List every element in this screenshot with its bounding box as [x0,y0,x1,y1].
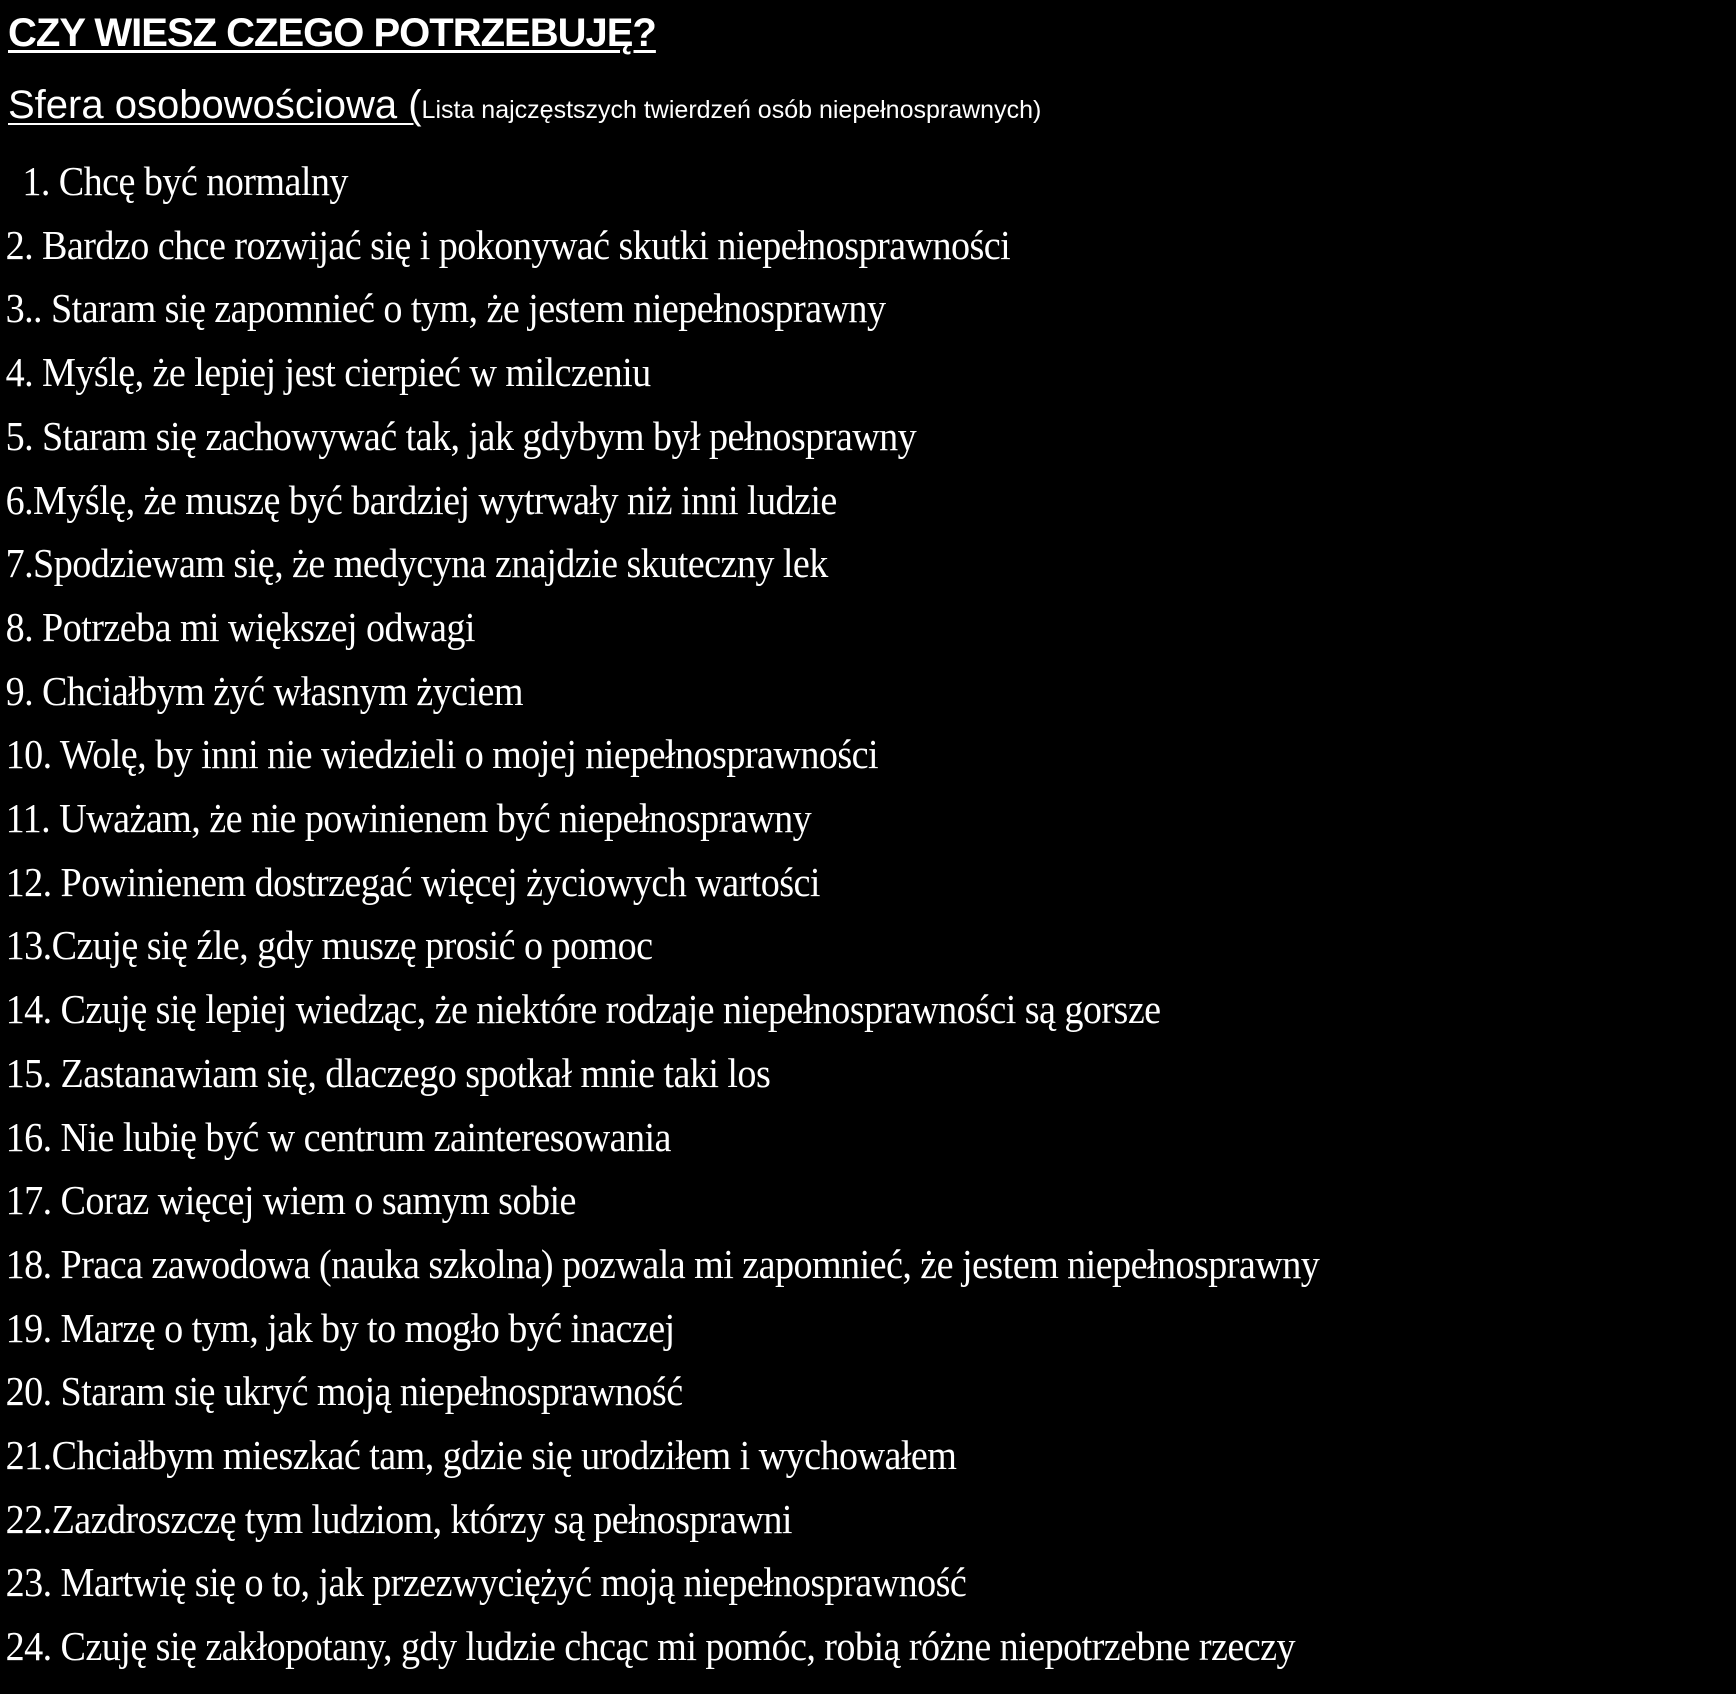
list-item: 8. Potrzeba mi większej odwagi [5,603,475,650]
list-item: 11. Uważam, że nie powinienem być niepełnosprawny [5,795,812,842]
list-item: 6.Myślę, że muszę być bardziej wytrwały niż inni ludzie [5,476,837,523]
list-item: 7.Spodziewam się, że medycyna znajdzie skuteczny lek [5,540,828,587]
list-item: 1. Chcę być normalny [22,158,348,204]
list-item: 15. Zastanawiam się, dlaczego spotkał mnie taki los [5,1049,771,1096]
list-item: 13.Czuję się źle, gdy muszę prosić o pomoc [5,922,653,969]
list-item: 2. Bardzo chce rozwijać się i pokonywać skutki niepełnosprawności [5,221,1011,268]
list-item: 5. Staram się zachowywać tak, jak gdybym był pełnosprawny [5,412,917,459]
list-item: 16. Nie lubię być w centrum zainteresowania [5,1113,671,1160]
list-item: 9. Chciałbym żyć własnym życiem [5,667,524,714]
list-item: 14. Czuję się lepiej wiedząc, że niektóre rodzaje niepełnosprawności są gorsze [5,986,1161,1033]
list-item: 24. Czuję się zakłopotany, gdy ludzie chcąc mi pomóc, robią różne niepotrzebne rzeczy [5,1623,1295,1670]
list-item: 21.Chciałbym mieszkać tam, gdzie się urodziłem i wychowałem [5,1432,957,1479]
section-subtitle-note: Lista najczęstszych twierdzeń osób niepełnosprawnych) [421,96,1042,124]
list-item: 23. Martwię się o to, jak przezwyciężyć moją niepełnosprawność [5,1559,967,1606]
list-item: 10. Wolę, by inni nie wiedzieli o mojej niepełnosprawności [5,731,879,778]
statement-list [0,150,1319,1679]
list-item: 18. Praca zawodowa (nauka szkolna) pozwala mi zapomnieć, że jestem niepełnosprawny [5,1240,1320,1287]
list-item: 20. Staram się ukryć moją niepełnosprawność [5,1368,683,1415]
list-item: 12. Powinienem dostrzegać więcej życiowych wartości [5,858,820,905]
section-subtitle-main: Sfera osobowościowa ( [8,83,422,127]
list-item: 17. Coraz więcej wiem o samym sobie [5,1177,576,1224]
list-item: 22.Zazdroszczę tym ludziom, którzy są pełnosprawni [5,1495,792,1542]
page-title: CZY WIESZ CZEGO POTRZEBUJĘ? [8,11,656,55]
list-item: 3.. Staram się zapomnieć o tym, że jestem niepełnosprawny [5,285,886,332]
list-item: 4. Myślę, że lepiej jest cierpieć w milczeniu [5,349,651,396]
list-item: 19. Marzę o tym, jak by to mogło być inaczej [5,1304,675,1351]
section-subtitle [8,78,1041,141]
